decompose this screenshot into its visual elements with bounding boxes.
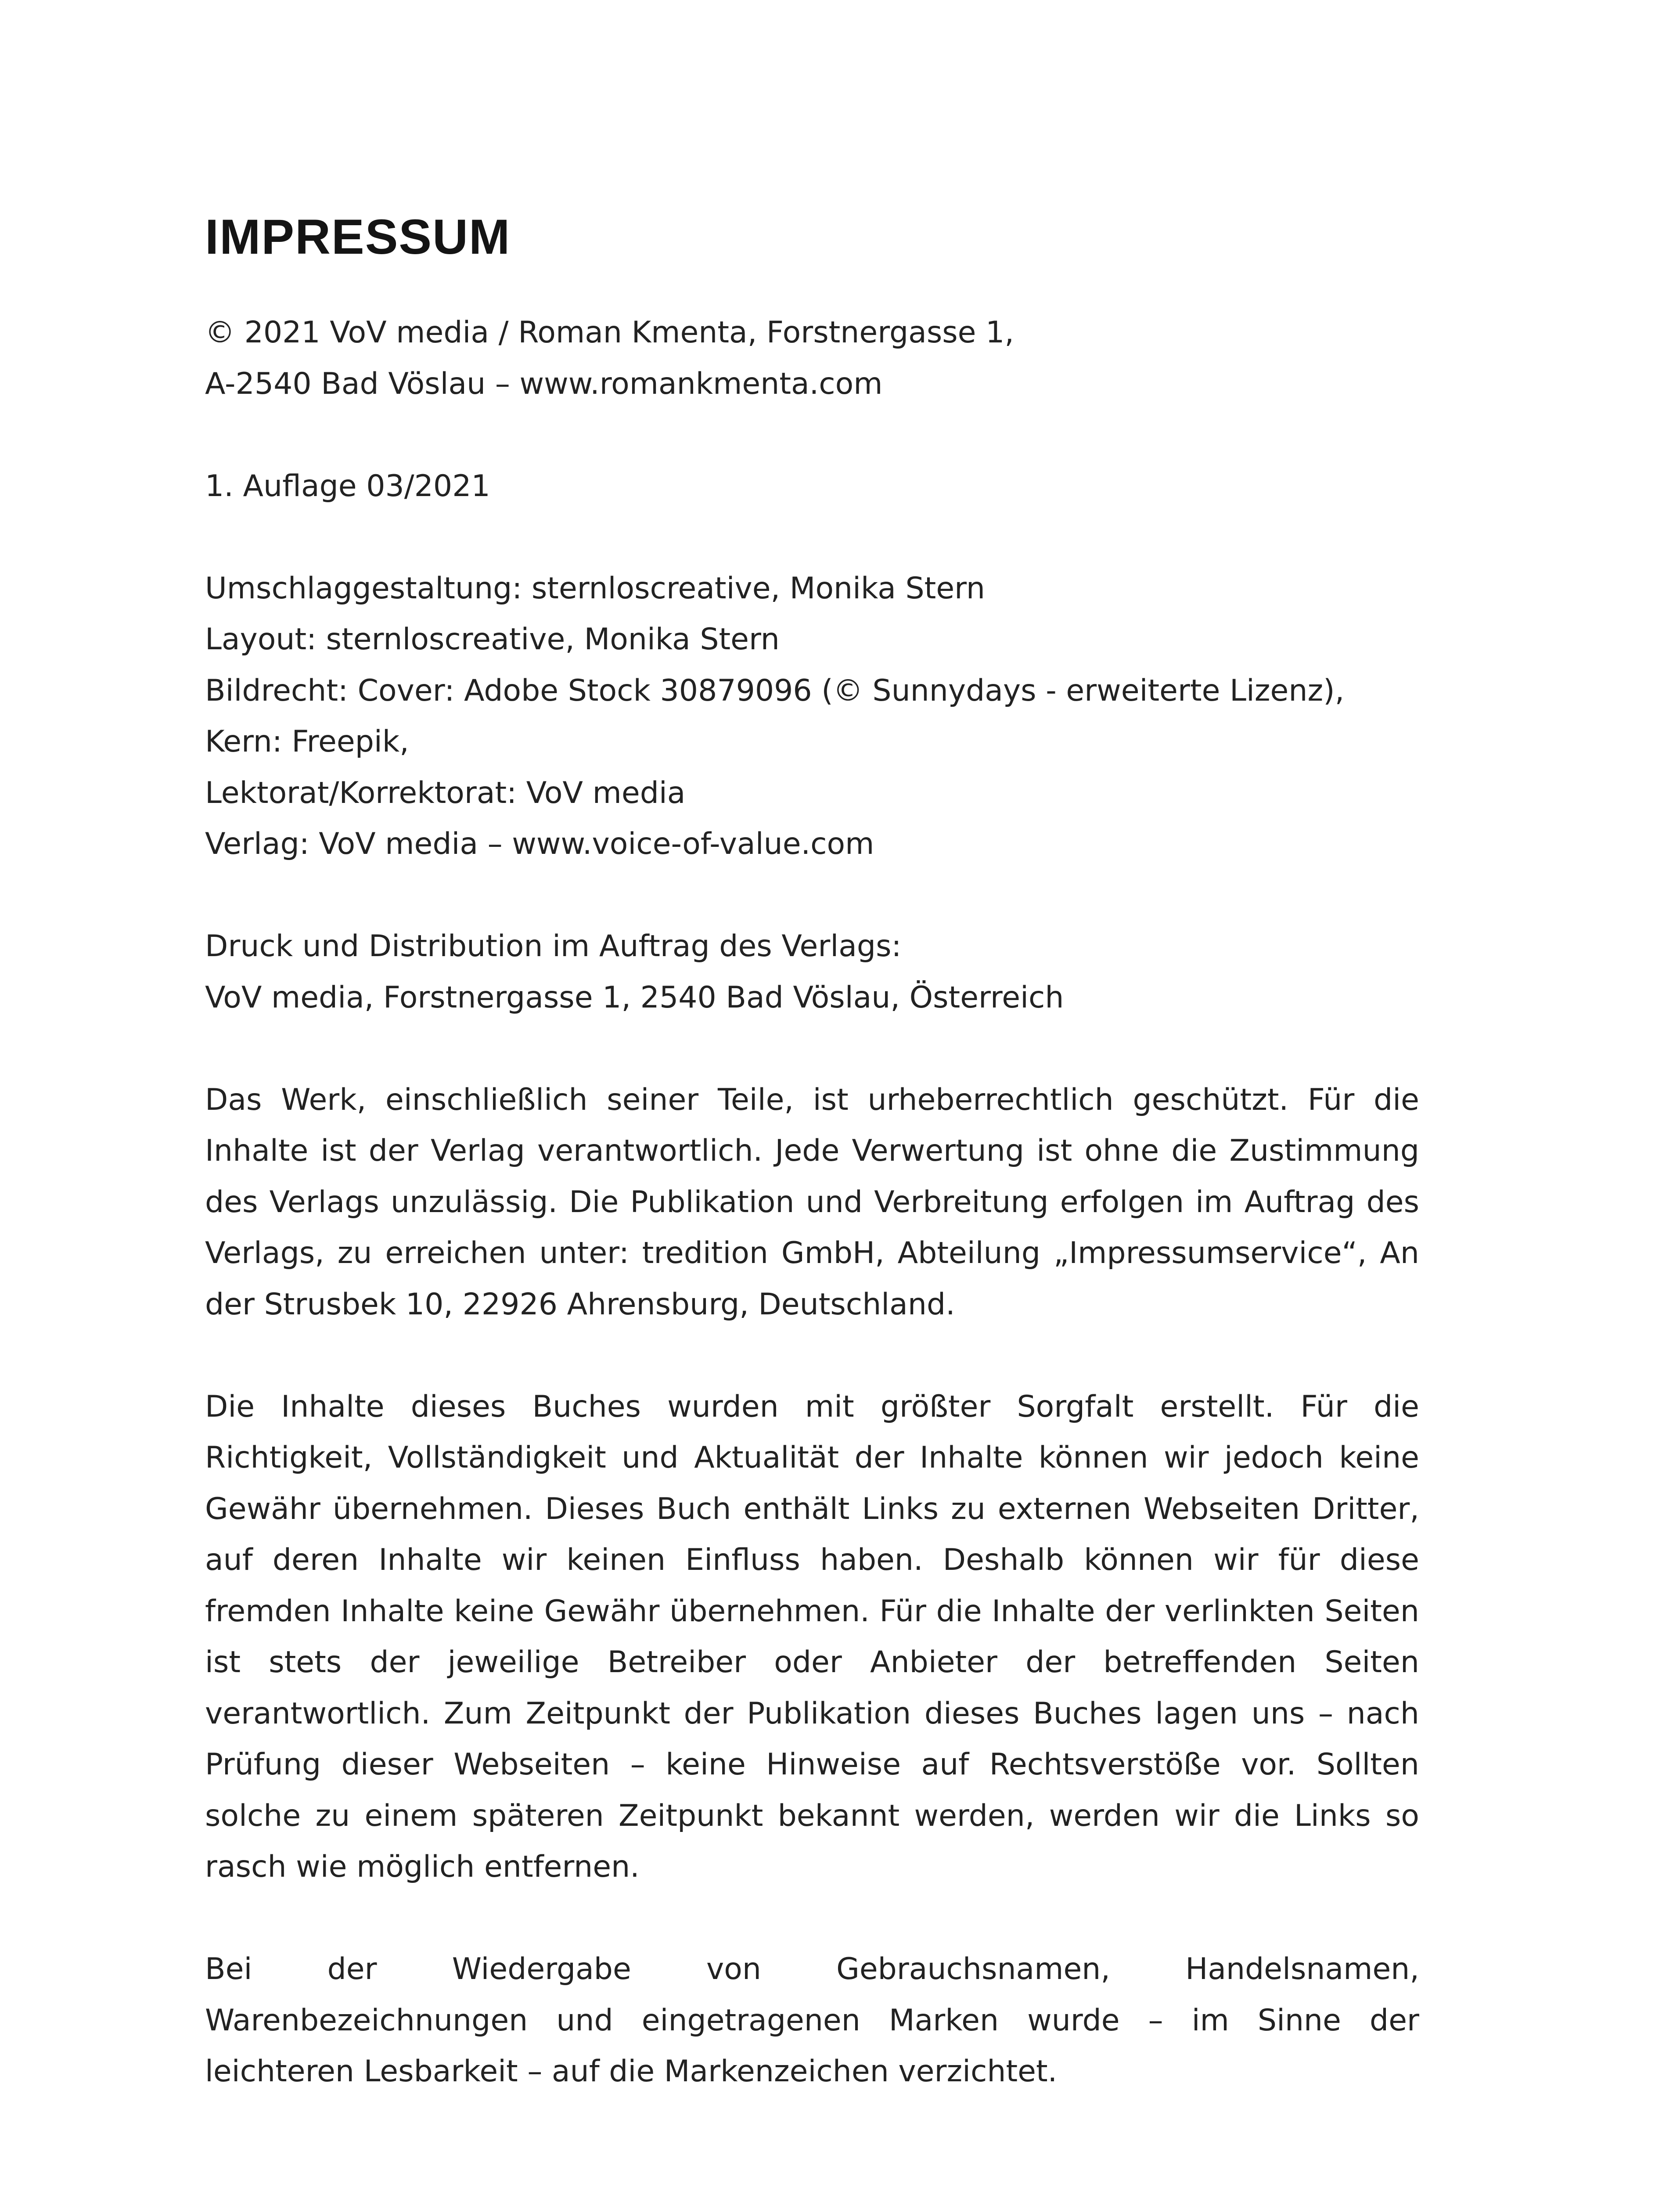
page-title: IMPRESSUM bbox=[205, 209, 511, 264]
copyright-block bbox=[205, 307, 1419, 410]
credits-block bbox=[205, 563, 1419, 870]
edition-block bbox=[205, 461, 1419, 512]
distribution-line-1: Druck und Distribution im Auftrag des Verlags: bbox=[205, 929, 902, 964]
copyright-line-2: A-2540 Bad Vöslau – www.romankmenta.com bbox=[205, 366, 883, 401]
copyright-notice-paragraph: Das Werk, einschließlich seiner Teile, ist urheberrechtlich geschützt. Für die Inhalte ist der Verlag verantwortlich. Jede Verwertung ist ohne die Zustimmung des Verlags unzulässig. Die Publikation und Verbreitung erfolgen im Auftrag des Verlags, zu erreichen unter: tredition GmbH, Abteilung „Impressumservice“, An der Strusbek 10, 22926 Ahrensburg, Deutschland. bbox=[205, 1082, 1419, 1322]
edition-line: 1. Auflage 03/2021 bbox=[205, 468, 490, 504]
copyright-notice-block bbox=[205, 1075, 1419, 1331]
distribution-block bbox=[205, 921, 1419, 1023]
credit-cover-design: Umschlaggestaltung: sternloscreative, Monika Stern bbox=[205, 571, 986, 606]
credit-layout: Layout: sternloscreative, Monika Stern bbox=[205, 622, 780, 657]
trademark-paragraph: Bei der Wiedergabe von Gebrauchsnamen, Handelsnamen, Warenbezeichnungen und eingetragenen Marken wurde – im Sinne der leichteren Lesbarkeit – auf die Markenzeichen verzichtet. bbox=[205, 1952, 1419, 2089]
credit-image-rights: Bildrecht: Cover: Adobe Stock 30879096 (© Sunnydays - erweiterte Lizenz), bbox=[205, 673, 1345, 708]
disclaimer-paragraph: Die Inhalte dieses Buches wurden mit größter Sorgfalt erstellt. Für die Richtigkeit, Vollständigkeit und Aktualität der Inhalte können wir jedoch keine Gewähr übernehmen. Dieses Buch enthält Links zu externen Webseiten Dritter, auf deren Inhalte wir keinen Einfluss haben. Deshalb können wir für diese fremden Inhalte keine Gewähr übernehmen. Für die Inhalte der verlinkten Seiten ist stets der jeweilige Betreiber oder Anbieter der betreffenden Seiten verantwortlich. Zum Zeitpunkt der Publikation dieses Buches lagen uns – nach Prüfung dieser Webseiten – keine Hinweise auf Rechtsverstöße vor. Sollten solche zu einem späteren Zeitpunkt bekannt werden, werden wir die Links so rasch wie möglich entfernen. bbox=[205, 1389, 1419, 1884]
impressum-body bbox=[205, 307, 1419, 2098]
credit-editing: Lektorat/Korrektorat: VoV media bbox=[205, 775, 686, 810]
disclaimer-block bbox=[205, 1382, 1419, 1893]
credit-core: Kern: Freepik, bbox=[205, 724, 409, 759]
credit-publisher: Verlag: VoV media – www.voice-of-value.com bbox=[205, 827, 874, 861]
copyright-line-1: © 2021 VoV media / Roman Kmenta, Forstnergasse 1, bbox=[205, 315, 1014, 350]
distribution-line-2: VoV media, Forstnergasse 1, 2540 Bad Vöslau, Österreich bbox=[205, 980, 1064, 1015]
impressum-content bbox=[205, 206, 1419, 2098]
trademark-block bbox=[205, 1944, 1419, 2098]
